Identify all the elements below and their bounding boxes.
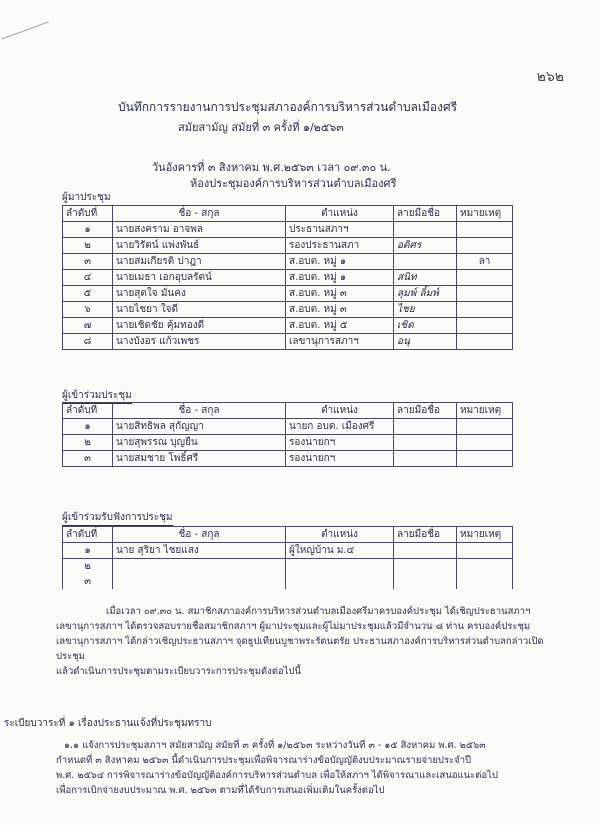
page-number: ๒๖๒ — [536, 69, 564, 85]
paragraph-line: ๑.๑ แจ้งการประชุมสภาฯ สมัยสามัญ สมัยที่ ๓ ครั้งที่ ๑/๒๕๖๓ ระหว่างวันที่ ๓ - ๑๕ สิงหาคม พ.ศ. ๒๕๖๓ — [64, 740, 486, 751]
row-position: ผู้ใหญ่บ้าน ม.๔ — [286, 543, 394, 559]
row-note — [457, 302, 513, 318]
row-position: รองประธานสภา — [286, 238, 394, 254]
row-name — [113, 574, 286, 589]
row-no: ๓ — [63, 451, 113, 467]
row-name: นางบังอร แก้วเพชร — [113, 334, 286, 350]
row-no: ๓ — [63, 254, 113, 270]
row-signature — [394, 286, 457, 302]
header-note: หมายเหตุ — [457, 206, 513, 222]
row-no: ๑ — [63, 419, 113, 435]
header-note: หมายเหตุ — [457, 527, 513, 543]
row-no: ๒ — [63, 238, 113, 254]
row-position: ส.อบต. หมู่ ๑ — [286, 270, 394, 286]
table-header-row — [63, 403, 513, 419]
row-signature — [394, 543, 457, 559]
row-position: รองนายกฯ — [286, 451, 394, 467]
row-note — [457, 559, 513, 575]
table-row — [63, 222, 513, 238]
row-no: ๑ — [63, 543, 113, 559]
table-row — [63, 238, 513, 254]
row-no: ๔ — [63, 270, 113, 286]
table-row — [63, 270, 513, 286]
row-position: ส.อบต. หมู่ ๓ — [286, 286, 394, 302]
header-position: ตำแหน่ง — [286, 206, 394, 222]
row-name: นาย สุริยา ไชยแสง — [113, 543, 286, 559]
row-signature — [394, 318, 457, 334]
row-note — [457, 222, 513, 238]
row-position: นายก อบต. เมืองศรี — [286, 419, 394, 435]
row-signature — [394, 451, 457, 467]
row-note — [457, 318, 513, 334]
table-header-row — [63, 527, 513, 543]
row-note — [457, 419, 513, 435]
row-note — [457, 435, 513, 451]
signature: ไชย — [397, 304, 415, 315]
row-signature — [394, 574, 457, 589]
row-position: รองนายกฯ — [286, 435, 394, 451]
row-no: ๘ — [63, 334, 113, 350]
table-row — [63, 254, 513, 270]
row-name: นายสมเกียรติ ปาฎา — [113, 254, 286, 270]
row-no: ๒ — [63, 559, 113, 575]
invitees-table — [62, 402, 513, 467]
row-name — [113, 559, 286, 575]
table-row — [63, 574, 513, 589]
paragraph-line: แล้วดำเนินการประชุมตามระเบียบวาระการประชุมดังต่อไปนี้ — [56, 666, 301, 677]
header-no: ลำดับที่ — [63, 527, 113, 543]
row-position: ประธานสภาฯ — [286, 222, 394, 238]
table-row — [63, 302, 513, 318]
header-name: ชื่อ - สกุล — [113, 403, 286, 419]
observers-table — [62, 526, 513, 589]
paragraph-line: เลขานุการสภาฯ ได้ตรวจสอบรายชื่อสมาชิกสภาฯ ผู้มาประชุมและผู้ไม่มาประชุมแล้วมีจำนวน ๘ ท่าน ครบองค์ประชุม — [56, 621, 531, 632]
row-no: ๓ — [63, 574, 113, 589]
row-name: นายสมชาย โพธิ์ศรี — [113, 451, 286, 467]
row-signature — [394, 419, 457, 435]
attendees-table — [62, 205, 513, 350]
row-name: นายสุพรรณ บุญยืน — [113, 435, 286, 451]
row-position: ส.อบต. หมู่ ๓ — [286, 302, 394, 318]
meeting-place: ห้องประชุมองค์การบริหารส่วนตำบลเมืองศรี — [190, 177, 397, 190]
row-position: ส.อบต. หมู่ ๕ — [286, 318, 394, 334]
header-position: ตำแหน่ง — [286, 527, 394, 543]
row-note — [457, 238, 513, 254]
row-position: ส.อบต. หมู่ ๑ — [286, 254, 394, 270]
row-note — [457, 334, 513, 350]
attendees-label: ผู้มาประชุม — [62, 190, 111, 206]
signature: อนุ — [397, 336, 410, 347]
agenda-title: ระเบียบวาระที่ ๑ เรื่องประธานแจ้งที่ประชุมทราบ — [4, 718, 212, 729]
row-signature — [394, 270, 457, 286]
paragraph-line: เมื่อเวลา ๐๙.๓๐ น. สมาชิกสภาองค์การบริหารส่วนตำบลเมืองศรีมาครบองค์ประชุม ได้เชิญประธานสภาฯ — [106, 606, 531, 617]
table-row — [63, 318, 513, 334]
table-row — [63, 286, 513, 302]
table-row — [63, 543, 513, 559]
agenda-body — [56, 738, 546, 798]
row-note — [457, 574, 513, 589]
row-position: เลขานุการสภาฯ — [286, 334, 394, 350]
table-row — [63, 559, 513, 575]
row-name: นายเมธา เอกอุบลรัตน์ — [113, 270, 286, 286]
header-note: หมายเหตุ — [457, 403, 513, 419]
row-no: ๖ — [63, 302, 113, 318]
paragraph-line: กำหนดที่ ๓ สิงหาคม ๒๕๖๓ นี้ดำเนินการประชุมเพื่อพิจารณาร่างข้อบัญญัติงบประมาณรายจ่ายประจำปี — [56, 755, 472, 766]
paragraph-line: เลขานุการสภาฯ ได้กล่าวเชิญประธานสภาฯ จุดธูปเทียนบูชาพระรัตนตรัย ประธานสภาองค์การบริหารส่วนตำบลกล่าวเปิดประชุม — [56, 636, 544, 662]
opening-paragraph — [56, 604, 546, 679]
margin-mark — [1, 21, 48, 39]
paragraph-line: พ.ศ. ๒๕๖๔ การพิจารณาร่างข้อบัญญัติองค์การบริหารส่วนตำบล เพื่อให้สภาฯ ได้พิจารณาและเสนอแนะต่อไป — [56, 770, 498, 781]
row-name: นายสุดใจ มั่นคง — [113, 286, 286, 302]
row-signature — [394, 559, 457, 575]
table-row — [63, 451, 513, 467]
row-name: นายสงคราม อาจพล — [113, 222, 286, 238]
row-note — [457, 286, 513, 302]
table-header-row — [63, 206, 513, 222]
row-signature — [394, 302, 457, 318]
row-note — [457, 451, 513, 467]
session-line: สมัยสามัญ สมัยที่ ๓ ครั้งที่ ๑/๒๕๖๓ — [178, 121, 344, 134]
row-no: ๑ — [63, 222, 113, 238]
header-position: ตำแหน่ง — [286, 403, 394, 419]
observers-label: ผู้เข้าร่วมรับฟังการประชุม — [62, 510, 173, 526]
row-name: นายสิทธิพล สุกัญญา — [113, 419, 286, 435]
paragraph-line: เพื่อการเบิกจ่ายงบประมาณ พ.ศ. ๒๕๖๓ ตามที่ได้รับการเสนอเพิ่มเติมในครั้งต่อไป — [56, 785, 385, 796]
row-position — [286, 574, 394, 589]
signature: สนิท — [397, 272, 417, 283]
signature: ลุมพ์ ลิ้มพ์ — [397, 288, 439, 299]
table-row — [63, 419, 513, 435]
header-signature: ลายมือชื่อ — [394, 527, 457, 543]
header-signature: ลายมือชื่อ — [394, 206, 457, 222]
row-no: ๒ — [63, 435, 113, 451]
row-note: ลา — [457, 254, 513, 270]
header-name: ชื่อ - สกุล — [113, 527, 286, 543]
row-signature — [394, 435, 457, 451]
row-signature — [394, 222, 457, 238]
row-note — [457, 543, 513, 559]
table-row — [63, 435, 513, 451]
table-row — [63, 334, 513, 350]
invitees-label: ผู้เข้าร่วมประชุม — [62, 388, 132, 404]
row-signature — [394, 334, 457, 350]
meeting-date: วันอังคารที่ ๓ สิงหาคม พ.ศ.๒๕๖๓ เวลา ๐๙.๓๐ น. — [152, 161, 391, 174]
signature: เชิด — [397, 320, 414, 331]
header-no: ลำดับที่ — [63, 403, 113, 419]
signature: อดิศร — [397, 240, 422, 251]
header-name: ชื่อ - สกุล — [113, 206, 286, 222]
row-signature — [394, 254, 457, 270]
header-signature: ลายมือชื่อ — [394, 403, 457, 419]
row-no: ๗ — [63, 318, 113, 334]
row-name: นายเชิดชัย คุ้มทองดี — [113, 318, 286, 334]
row-position — [286, 559, 394, 575]
row-note — [457, 270, 513, 286]
document-title: บันทึกการรายงานการประชุมสภาองค์การบริหารส่วนตำบลเมืองศรี — [118, 100, 458, 114]
row-signature — [394, 238, 457, 254]
header-no: ลำดับที่ — [63, 206, 113, 222]
row-name: นายไชยา ใจดี — [113, 302, 286, 318]
row-no: ๕ — [63, 286, 113, 302]
row-name: นายวิรัตน์ แพ่งพันธ์ — [113, 238, 286, 254]
